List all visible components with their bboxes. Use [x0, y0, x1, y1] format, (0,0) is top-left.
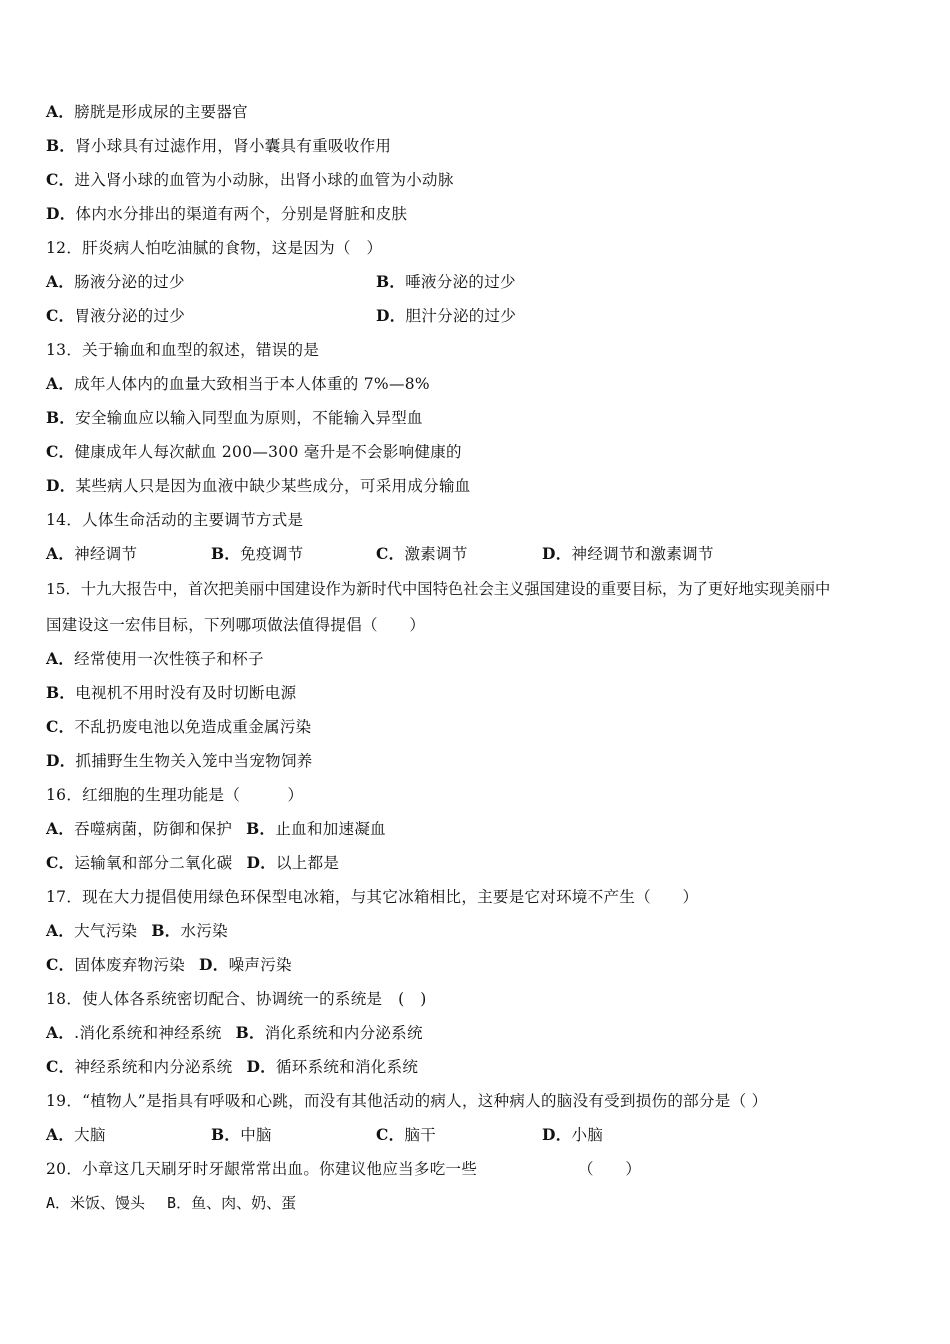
- q11-option-c: [46, 170, 454, 190]
- q20-stem: 20．小章这几天刷牙时牙龈常常出血。你建议他应当多吃一些: [46, 1160, 478, 1178]
- option-text: 小脑: [571, 1126, 604, 1144]
- option-letter: A．: [46, 1194, 71, 1212]
- q18-options-row-2: [46, 1057, 418, 1077]
- option-letter: C．: [46, 955, 75, 974]
- q16-option-a-text: 吞噬病菌，防御和保护: [74, 820, 233, 838]
- option-letter: D．: [376, 306, 406, 325]
- option-text: 经常使用一次性筷子和杯子: [74, 650, 264, 668]
- q14-options-row: [46, 544, 906, 564]
- option-letter: B．: [235, 1023, 265, 1042]
- option-text: 进入肾小球的血管为小动脉，出肾小球的血管为小动脉: [74, 171, 454, 189]
- q15-option-d: [46, 751, 313, 771]
- q17-option-a-text: 大气污染: [74, 922, 138, 940]
- q19-option-a: [46, 1125, 106, 1145]
- option-letter: D．: [46, 751, 76, 770]
- q16-option-d-text: 以上都是: [276, 854, 340, 872]
- q16-option-c-text: 运输氧和部分二氧化碳: [74, 854, 233, 872]
- option-text: 健康成年人每次献血 200—300 毫升是不会影响健康的: [74, 443, 462, 461]
- q15-stem-line-2: 国建设这一宏伟目标，下列哪项做法值得提倡（ ）: [46, 616, 426, 634]
- option-text: 肾小球具有过滤作用，肾小囊具有重吸收作用: [75, 137, 392, 155]
- option-letter: A．: [46, 1125, 75, 1144]
- option-letter: D．: [199, 955, 229, 974]
- q20-option-b-text: 鱼、肉、奶、蛋: [191, 1194, 297, 1212]
- option-letter: C．: [46, 853, 75, 872]
- option-letter: B．: [211, 1125, 241, 1144]
- q19-option-b: [211, 1125, 272, 1145]
- option-text: 不乱扔废电池以免造成重金属污染: [74, 718, 312, 736]
- option-text: 脑干: [404, 1126, 437, 1144]
- q19-stem: 19．“植物人”是指具有呼吸和心跳，而没有其他活动的病人，这种病人的脑没有受到损伤的部分是（ ）: [46, 1092, 768, 1110]
- q15-option-c: [46, 717, 311, 737]
- q12-options-row-2: [46, 306, 906, 326]
- option-letter: C．: [376, 544, 405, 563]
- option-text: 肠液分泌的过少: [74, 273, 185, 291]
- q12-options-row-1: [46, 272, 906, 292]
- q14-stem: 14．人体生命活动的主要调节方式是: [46, 511, 304, 529]
- q18-option-a-text: .消化系统和神经系统: [74, 1024, 222, 1042]
- option-letter: A．: [46, 649, 75, 668]
- option-letter: D．: [246, 853, 276, 872]
- q12-option-b: [376, 272, 516, 292]
- option-letter: D．: [46, 204, 76, 223]
- option-letter: B．: [246, 819, 276, 838]
- q20-stem-row: [46, 1159, 906, 1179]
- q15-option-b: [46, 683, 296, 703]
- option-letter: A．: [46, 1023, 75, 1042]
- q17-option-c-text: 固体废弃物污染: [74, 956, 186, 974]
- option-letter: D．: [542, 1125, 572, 1144]
- q20-options-row: [46, 1193, 296, 1213]
- option-letter: C．: [46, 717, 75, 736]
- option-text: 激素调节: [404, 545, 468, 563]
- q15-option-a: [46, 649, 264, 669]
- option-text: 胃液分泌的过少: [74, 307, 186, 325]
- q17-options-row-2: [46, 955, 292, 975]
- q11-option-a: [46, 102, 248, 122]
- option-text: 体内水分排出的渠道有两个，分别是肾脏和皮肤: [75, 205, 408, 223]
- q17-option-b-text: 水污染: [180, 922, 228, 940]
- option-text: 膀胱是形成尿的主要器官: [74, 103, 248, 121]
- q18-option-b-text: 消化系统和内分泌系统: [264, 1024, 423, 1042]
- option-text: 神经调节: [74, 545, 138, 563]
- q11-option-b: [46, 136, 391, 156]
- option-text: 某些病人只是因为血液中缺少某些成分，可采用成分输血: [75, 477, 471, 495]
- option-text: 神经调节和激素调节: [571, 545, 714, 563]
- option-text: 中脑: [240, 1126, 272, 1144]
- option-letter: A．: [46, 544, 75, 563]
- option-text: 胆汁分泌的过少: [405, 307, 517, 325]
- q12-option-a: [46, 272, 185, 292]
- option-text: 大脑: [74, 1126, 106, 1144]
- option-text: 成年人体内的血量大致相当于本人体重的 7%—8%: [74, 375, 430, 393]
- q16-options-row-1: [46, 819, 386, 839]
- option-letter: C．: [376, 1125, 405, 1144]
- q18-option-d-text: 循环系统和消化系统: [276, 1058, 419, 1076]
- option-text: 抓捕野生生物关入笼中当宠物饲养: [75, 752, 313, 770]
- option-letter: B．: [376, 272, 406, 291]
- q18-option-c-text: 神经系统和内分泌系统: [74, 1058, 233, 1076]
- q17-option-d-text: 噪声污染: [228, 956, 292, 974]
- q14-option-a: [46, 544, 137, 564]
- option-text: 唾液分泌的过少: [405, 273, 516, 291]
- q19-option-c: [376, 1125, 436, 1145]
- option-letter: C．: [46, 170, 75, 189]
- option-letter: A．: [46, 272, 75, 291]
- q16-stem: 16．红细胞的生理功能是（ ）: [46, 786, 304, 804]
- q16-options-row-2: [46, 853, 339, 873]
- q14-option-c: [376, 544, 468, 564]
- q13-option-c: [46, 442, 462, 462]
- option-text: 免疫调节: [240, 545, 304, 563]
- option-letter: C．: [46, 306, 75, 325]
- q17-options-row-1: [46, 921, 228, 941]
- option-letter: C．: [46, 1057, 75, 1076]
- option-letter: B．: [46, 683, 76, 702]
- q13-stem: 13．关于输血和血型的叙述，错误的是: [46, 341, 320, 359]
- q18-options-row-1: [46, 1023, 423, 1043]
- option-letter: B．: [46, 408, 76, 427]
- option-text: 电视机不用时没有及时切断电源: [75, 684, 297, 702]
- q13-option-a: [46, 374, 430, 394]
- option-letter: D．: [542, 544, 572, 563]
- q15-stem-line-1: 15．十九大报告中，首次把美丽中国建设作为新时代中国特色社会主义强国建设的重要目标，为了更好地实现美丽中: [46, 580, 831, 598]
- option-letter: A．: [46, 102, 75, 121]
- option-letter: D．: [46, 476, 76, 495]
- option-letter: A．: [46, 819, 75, 838]
- q12-stem: 12．肝炎病人怕吃油腻的食物，这是因为（ ）: [46, 239, 383, 257]
- q18-stem: 18．使人体各系统密切配合、协调统一的系统是 ( ): [46, 990, 427, 1008]
- option-letter: A．: [46, 921, 75, 940]
- q13-option-b: [46, 408, 423, 428]
- q20-answer-paren: （ ）: [578, 1160, 642, 1178]
- q20-option-a-text: 米饭、馒头: [70, 1194, 146, 1212]
- q12-option-c: [46, 306, 185, 326]
- q12-option-d: [376, 306, 516, 326]
- option-text: 安全输血应以输入同型血为原则，不能输入异型血: [75, 409, 423, 427]
- option-letter: B．: [151, 921, 181, 940]
- option-letter: B．: [46, 136, 76, 155]
- option-letter: C．: [46, 442, 75, 461]
- q16-option-b-text: 止血和加速凝血: [275, 820, 386, 838]
- q14-option-d: [542, 544, 714, 564]
- option-letter: D．: [246, 1057, 276, 1076]
- option-letter: A．: [46, 374, 75, 393]
- q11-option-d: [46, 204, 407, 224]
- q14-option-b: [211, 544, 303, 564]
- q13-option-d: [46, 476, 471, 496]
- option-letter: B．: [211, 544, 241, 563]
- q19-options-row: [46, 1125, 906, 1145]
- q19-option-d: [542, 1125, 603, 1145]
- option-letter: B．: [167, 1194, 192, 1212]
- q17-stem: 17．现在大力提倡使用绿色环保型电冰箱，与其它冰箱相比，主要是它对环境不产生（ ）: [46, 888, 699, 906]
